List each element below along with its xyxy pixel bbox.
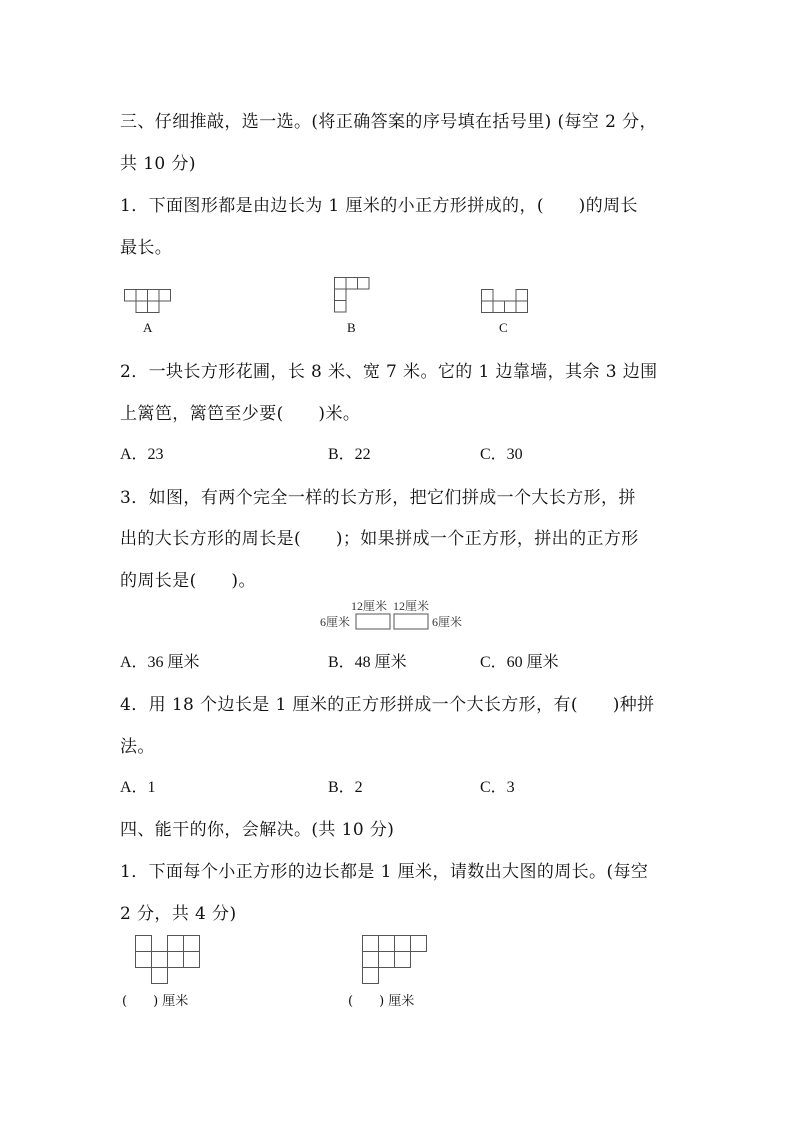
q3-rectangle-left (356, 614, 390, 629)
q1-label-a: A (143, 320, 153, 335)
q3-option-c: C．60 厘米 (480, 654, 559, 671)
q1-text-line1: 1．下面图形都是由边长为 1 厘米的小正方形拼成的，( )的周长 (120, 196, 638, 216)
q4-text-line2: 法。 (120, 737, 155, 757)
q4-option-c: C．3 (480, 779, 515, 796)
q4-option-b: B．2 (328, 779, 363, 796)
q3-figure-top-left-label: 12厘米 (351, 599, 388, 613)
q3-text-line3: 的周长是( )。 (120, 571, 256, 591)
section3-title-line1: 三、仔细推敲，选一选。(将正确答案的序号填在括号里) (每空 2 分， (120, 112, 657, 132)
section4-answer-left: ( ) 厘米 (122, 994, 189, 1009)
q1-figure-c (481, 289, 531, 315)
section4-title: 四、能干的你，会解决。(共 10 分) (120, 820, 395, 840)
q1-label-c: C (499, 320, 508, 335)
q3-option-b: B．48 厘米 (328, 654, 407, 671)
q1-figure-a (124, 289, 174, 315)
q1-figure-b (334, 277, 374, 315)
q1-text-line2: 最长。 (120, 238, 173, 258)
q1-label-b: B (347, 320, 356, 335)
q3-option-a: A．36 厘米 (120, 654, 200, 671)
q3-text-line1: 3．如图，有两个完全一样的长方形，把它们拼成一个大长方形，拼 (120, 488, 636, 508)
q4-option-a: A．1 (120, 779, 156, 796)
section3-title-line2: 共 10 分) (120, 154, 196, 174)
section4-q1-line1: 1．下面每个小正方形的边长都是 1 厘米，请数出大图的周长。(每空 (120, 862, 649, 882)
section4-figure-right (362, 935, 428, 985)
section4-q1-line2: 2 分，共 4 分) (120, 904, 237, 924)
q2-option-c: C．30 (480, 446, 523, 463)
q3-text-line2: 出的大长方形的周长是( )；如果拼成一个正方形，拼出的正方形 (120, 529, 639, 549)
q2-text-line2: 上篱笆，篱笆至少要( )米。 (120, 404, 361, 424)
q4-text-line1: 4．用 18 个边长是 1 厘米的正方形拼成一个大长方形，有( )种拼 (120, 695, 655, 715)
section4-figure-left (135, 935, 201, 985)
q2-option-b: B．22 (328, 446, 371, 463)
q3-rectangle-right (394, 614, 428, 629)
q3-rectangles-figure (318, 597, 473, 633)
section4-answer-right: ( ) 厘米 (348, 994, 415, 1009)
q3-figure-side-left-label: 6厘米 (320, 615, 351, 629)
q3-figure-top-right-label: 12厘米 (393, 599, 430, 613)
q2-text-line1: 2．一块长方形花圃，长 8 米、宽 7 米。它的 1 边靠墙，其余 3 边围 (120, 362, 658, 382)
q2-option-a: A．23 (120, 446, 164, 463)
q3-figure-side-right-label: 6厘米 (432, 615, 463, 629)
